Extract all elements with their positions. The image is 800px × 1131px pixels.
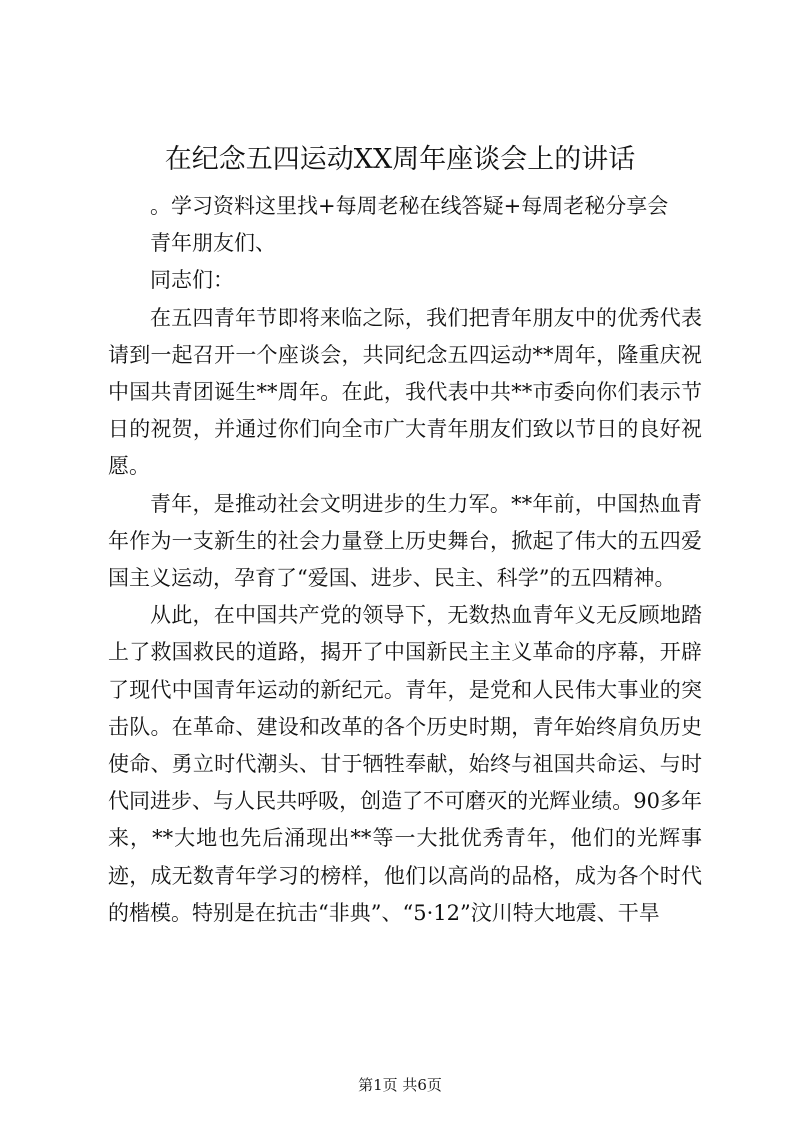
intro-line: 。学习资料这里找+每周老秘在线答疑+每周老秘分享会 <box>150 194 669 218</box>
salutation-comrades: 同志们： <box>150 268 234 293</box>
document-body <box>108 188 702 932</box>
paragraph-greeting: 在五四青年节即将来临之际，我们把青年朋友中的优秀代表请到一起召开一个座谈会，共同纪念五四运动**周年，隆重庆祝中国共青团诞生**周年。在此，我代表中共**市委向你们表示节日的祝贺，并通过你们向全市广大青年朋友们致以节日的良好祝愿。 <box>108 305 702 479</box>
paragraph-youth-force: 青年，是推动社会文明进步的生力军。**年前，中国热血青年作为一支新生的社会力量登上历史舞台，掀起了伟大的五四爱国主义运动，孕育了“爱国、进步、民主、科学”的五四精神。 <box>108 491 702 591</box>
salutation-youth: 青年朋友们、 <box>150 231 276 256</box>
paragraph-history: 从此，在中国共产党的领导下，无数热血青年义无反顾地踏上了救国救民的道路，揭开了中国新民主主义革命的序幕，开辟了现代中国青年运动的新纪元。青年，是党和人民伟大事业的突击队。在革命、建设和改革的各个历史时期，青年始终肩负历史使命、勇立时代潮头、甘于牺牲奉献，始终与祖国共命运、与时代同进步、与人民共呼吸，创造了不可磨灭的光辉业绩。90多年来，**大地也先后涌现出**等一大批优秀青年，他们的光辉事迹，成无数青年学习的榜样，他们以高尚的品格，成为各个时代的楷模。特别是在抗击“非典”、“5·12”汶川特大地震、干旱 <box>108 603 702 925</box>
page-number-footer: 第1页 共6页 <box>358 1076 442 1094</box>
document-title: 在纪念五四运动XX周年座谈会上的讲话 <box>164 144 636 175</box>
